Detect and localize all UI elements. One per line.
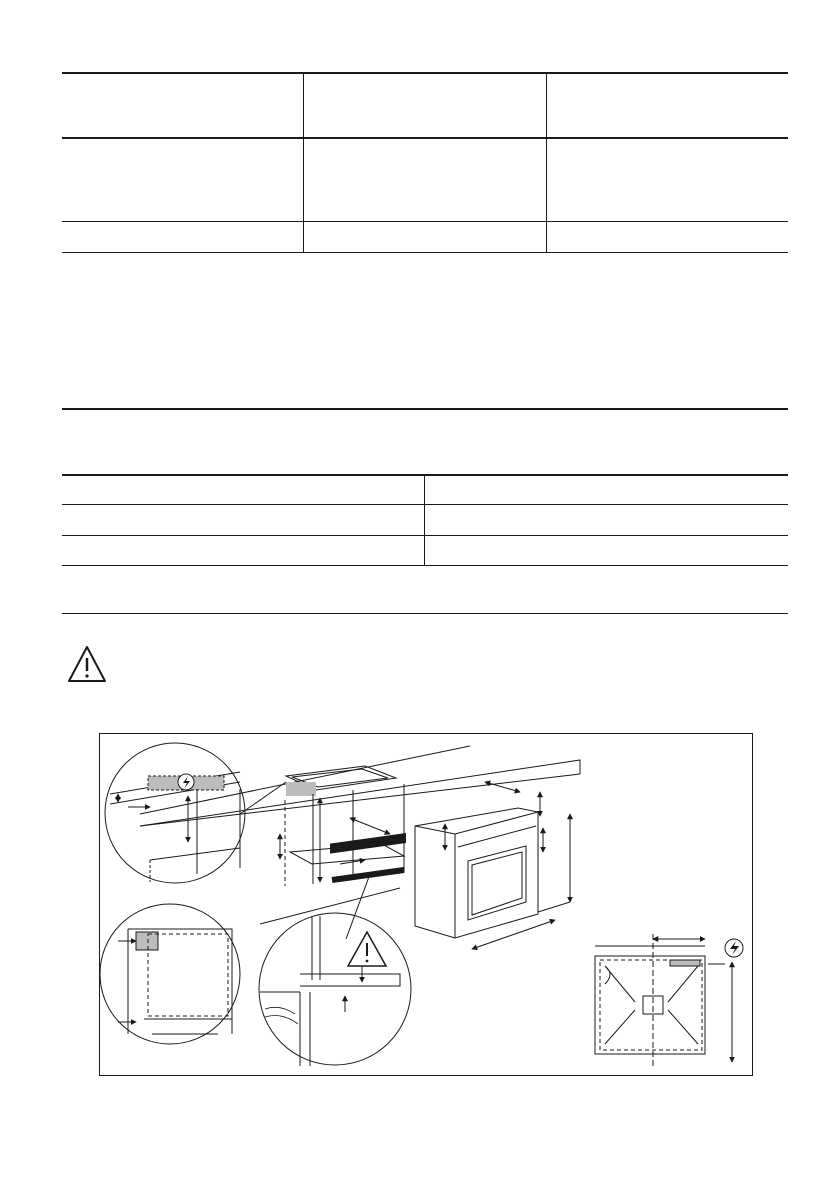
table1-col-divider-1 xyxy=(303,73,304,252)
table2-top-border xyxy=(62,474,788,476)
warning-icon xyxy=(348,932,386,966)
section-divider-2 xyxy=(62,613,788,614)
table2-bottom-border xyxy=(62,565,788,566)
lightning-icon xyxy=(725,939,743,957)
installation-drawing xyxy=(100,734,752,1075)
warning-block xyxy=(66,644,108,689)
lightning-icon xyxy=(178,774,194,790)
table2-col-divider xyxy=(424,475,425,565)
table1-bottom-border xyxy=(62,252,788,253)
page-bottom-marker xyxy=(0,1185,840,1192)
installation-figure xyxy=(99,733,753,1076)
table2-row-border xyxy=(62,504,788,505)
table1-top-border xyxy=(62,72,788,74)
table1-header-border xyxy=(62,137,788,139)
table1-row-border xyxy=(62,221,788,222)
table2-row-border xyxy=(62,535,788,536)
warning-icon xyxy=(66,644,108,684)
section-divider xyxy=(62,408,788,410)
table1-col-divider-2 xyxy=(546,73,547,252)
